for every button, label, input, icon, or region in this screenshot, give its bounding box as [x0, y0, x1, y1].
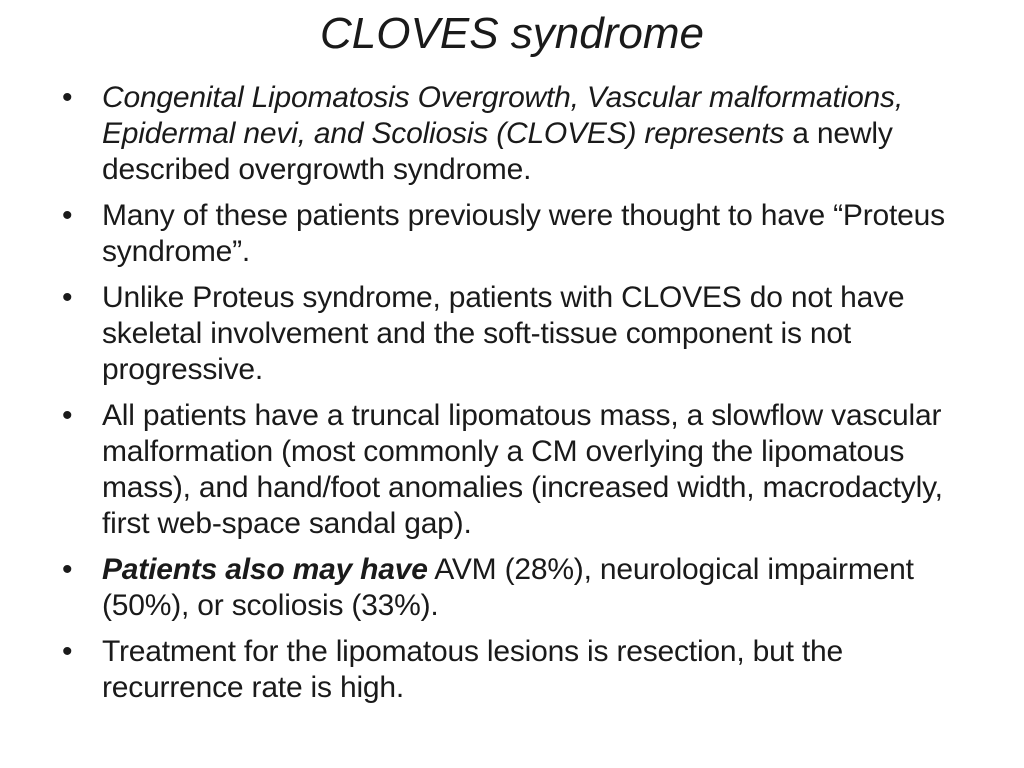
slide-title: CLOVES syndrome — [320, 9, 704, 58]
bullet-lead-text: Congenital Lipomatosis Overgrowth, Vascular malformations, Epidermal nevi, and Scoliosis (CLOVES) represents — [102, 81, 903, 150]
bullet-item — [62, 280, 987, 388]
bullet-item — [62, 198, 987, 270]
bullet-text: All patients have a truncal lipomatous mass, a slowflow vascular malformation (most commonly a CM overlying the lipomatous mass), and hand/foot anomalies (increased width, macrodactyly, first web-space sandal gap). — [102, 399, 943, 540]
bullet-lead-text: Patients also may have — [102, 553, 428, 586]
bullet-marker: • — [62, 199, 73, 232]
bullet-item — [62, 634, 987, 706]
bullet-text: Treatment for the lipomatous lesions is resection, but the recurrence rate is high. — [102, 635, 843, 704]
bullet-marker: • — [62, 635, 73, 668]
bullet-item — [62, 398, 987, 542]
bullet-marker: • — [62, 281, 73, 314]
bullet-text: a newly described overgrowth syndrome. — [102, 117, 893, 186]
bullet-marker: • — [62, 553, 73, 586]
bullet-item — [62, 552, 987, 624]
bullet-text: AVM (28%), neurological impairment (50%), or scoliosis (33%). — [102, 553, 914, 622]
bullet-list — [62, 80, 987, 716]
bullet-marker: • — [62, 399, 73, 432]
bullet-marker: • — [62, 81, 73, 114]
bullet-text: Unlike Proteus syndrome, patients with CLOVES do not have skeletal involvement and the soft-tissue component is not progressive. — [102, 281, 905, 386]
bullet-item — [62, 80, 987, 188]
bullet-text: Many of these patients previously were thought to have “Proteus syndrome”. — [102, 199, 945, 268]
